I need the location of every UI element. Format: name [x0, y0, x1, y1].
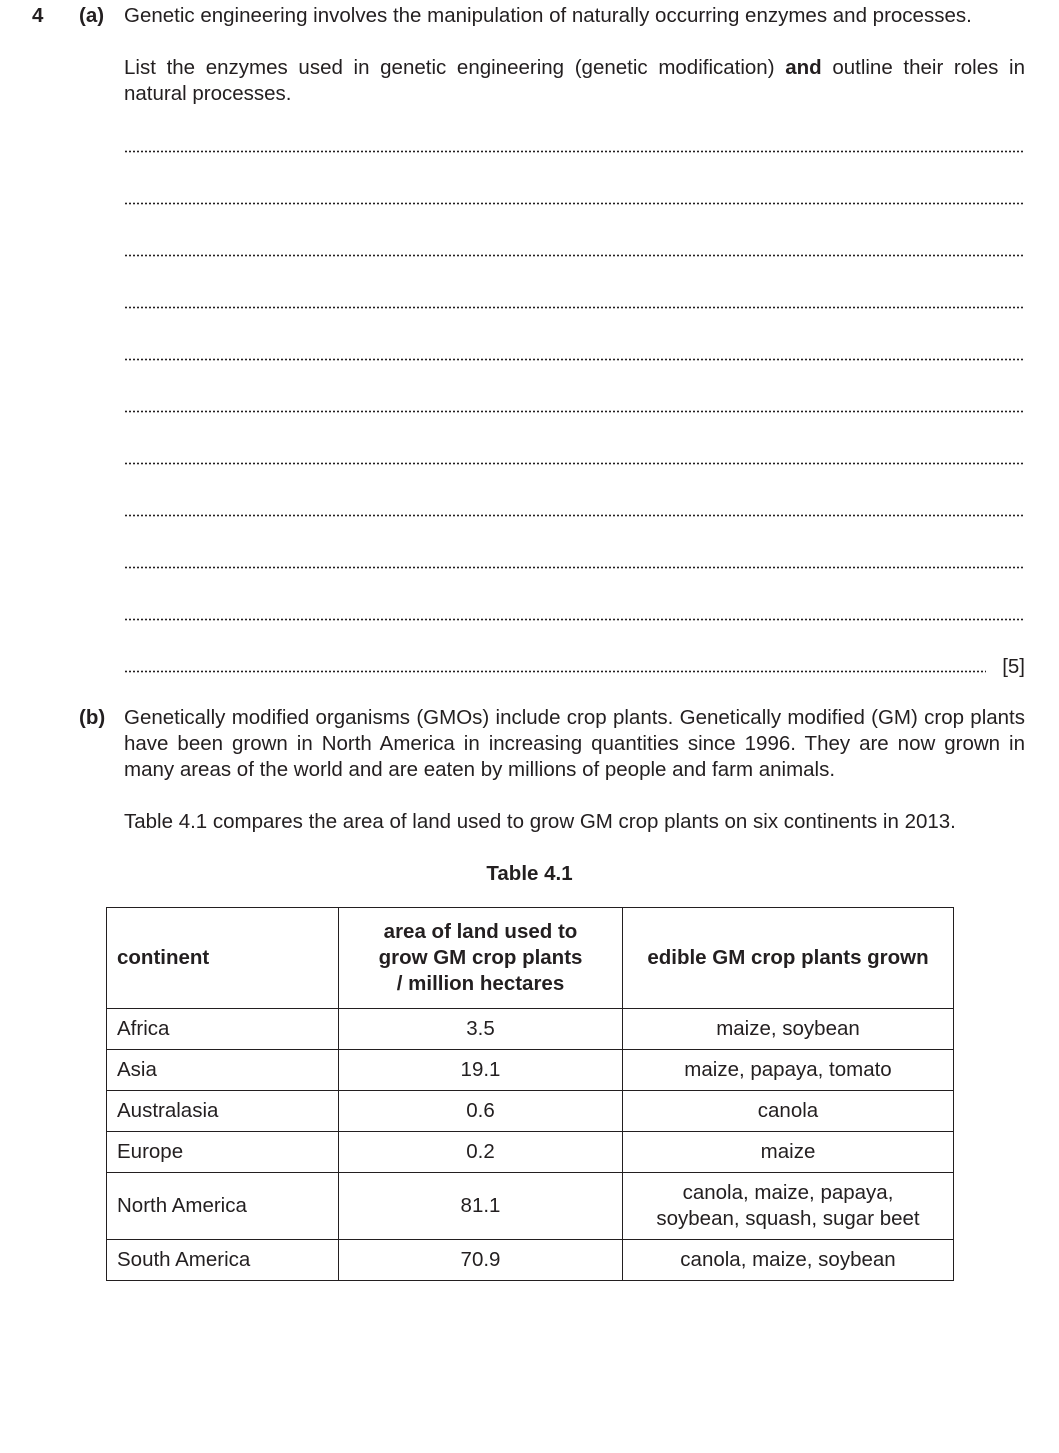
- answer-line-11[interactable]: [124, 670, 986, 673]
- answer-line-3[interactable]: [124, 254, 1024, 257]
- gm-crops-table: [106, 907, 954, 1281]
- instruction-bold-word: and: [785, 56, 822, 79]
- table-row: [107, 1050, 954, 1091]
- cell-crops: maize: [623, 1132, 954, 1173]
- table-row: [107, 1091, 954, 1132]
- cell-crops: canola: [623, 1091, 954, 1132]
- cell-crops-line-1: canola, maize, papaya,: [682, 1181, 894, 1204]
- cell-continent: Australasia: [107, 1091, 339, 1132]
- part-a-intro: Genetic engineering involves the manipulation of naturally occurring enzymes and processes.: [124, 4, 972, 27]
- answer-line-1[interactable]: [124, 150, 1024, 153]
- table-row: [107, 1240, 954, 1281]
- cell-area: 19.1: [339, 1050, 623, 1091]
- answer-line-9[interactable]: [124, 566, 1024, 569]
- cell-area: 81.1: [339, 1173, 623, 1240]
- cell-continent: South America: [107, 1240, 339, 1281]
- marks-label: [5]: [1002, 655, 1025, 678]
- cell-crops: canola, maize, soybean: [623, 1240, 954, 1281]
- cell-continent: North America: [107, 1173, 339, 1240]
- cell-continent: Africa: [107, 1009, 339, 1050]
- cell-area: 3.5: [339, 1009, 623, 1050]
- header-area-line-3: / million hectares: [396, 972, 565, 995]
- instruction-text-end: outline their roles in natural processes.: [124, 56, 1025, 105]
- header-continent: continent: [107, 908, 339, 1009]
- cell-area: 70.9: [339, 1240, 623, 1281]
- answer-line-6[interactable]: [124, 410, 1024, 413]
- cell-crops: [623, 1173, 954, 1240]
- answer-line-2[interactable]: [124, 202, 1024, 205]
- part-a-instruction: [124, 55, 1025, 107]
- part-b-label: (b): [79, 706, 106, 729]
- table-row: [107, 1009, 954, 1050]
- question-number: 4: [32, 4, 44, 27]
- table-row: [107, 1132, 954, 1173]
- table-header-row: [107, 908, 954, 1009]
- part-a-label: (a): [79, 4, 105, 27]
- cell-crops-line-2: soybean, squash, sugar beet: [656, 1207, 920, 1230]
- answer-line-4[interactable]: [124, 306, 1024, 309]
- cell-crops: maize, soybean: [623, 1009, 954, 1050]
- table-row: [107, 1173, 954, 1240]
- instruction-text-start: List the enzymes used in genetic engineering (genetic modification): [124, 56, 786, 79]
- cell-area: 0.6: [339, 1091, 623, 1132]
- cell-crops: maize, papaya, tomato: [623, 1050, 954, 1091]
- header-crops: edible GM crop plants grown: [623, 908, 954, 1009]
- header-area: [339, 908, 623, 1009]
- header-area-line-1: area of land used to: [383, 920, 578, 943]
- table-caption: Table 4.1: [486, 862, 573, 885]
- cell-continent: Europe: [107, 1132, 339, 1173]
- answer-line-10[interactable]: [124, 618, 1024, 621]
- table-intro: Table 4.1 compares the area of land used to grow GM crop plants on six continents in 2013.: [124, 810, 956, 833]
- part-b-text: Genetically modified organisms (GMOs) include crop plants. Genetically modified (GM) crop plants have been grown in North America in increasing quantities since 1996. They are now grown in many areas of the world and are eaten by millions of people and farm animals.: [124, 706, 1025, 781]
- answer-line-7[interactable]: [124, 462, 1024, 465]
- header-area-line-2: grow GM crop plants: [378, 946, 583, 969]
- answer-line-5[interactable]: [124, 358, 1024, 361]
- cell-area: 0.2: [339, 1132, 623, 1173]
- cell-continent: Asia: [107, 1050, 339, 1091]
- answer-line-8[interactable]: [124, 514, 1024, 517]
